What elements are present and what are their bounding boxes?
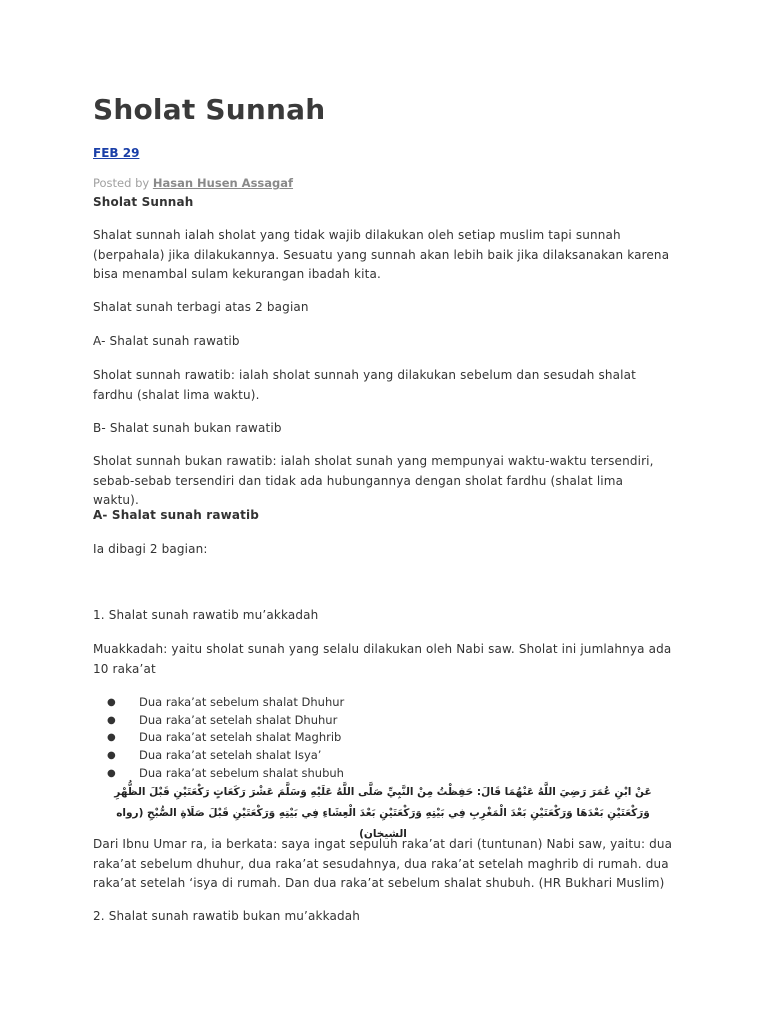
paragraph: A- Shalat sunah rawatib [93, 334, 240, 348]
list-item: ● Dua raka’at setelah shalat Maghrib [93, 729, 673, 747]
bullet-icon: ● [107, 714, 116, 726]
paragraph: 2. Shalat sunah rawatib bukan mu’akkadah [93, 909, 361, 923]
paragraph: Sholat sunnah rawatib: ialah sholat sunnah yang dilakukan sebelum dan sesudah shalat fardhu (shalat lima waktu). [93, 368, 637, 402]
post-title: Sholat Sunnah [93, 93, 326, 126]
list-item: ● Dua raka’at sebelum shalat Dhuhur [93, 694, 673, 712]
author-link[interactable]: Hasan Husen Assagaf [152, 176, 294, 190]
post-subtitle: Sholat Sunnah [93, 195, 194, 209]
rakaat-list [93, 694, 673, 783]
paragraph: Ia dibagi 2 bagian: [93, 542, 208, 556]
bullet-icon: ● [107, 697, 116, 708]
bullet-icon: ● [107, 732, 116, 744]
paragraph: Muakkadah: yaitu sholat sunah yang selalu dilakukan oleh Nabi saw. Sholat ini jumlahnya ada 10 raka’at [93, 642, 672, 676]
paragraph: Dari Ibnu Umar ra, ia berkata: saya ingat sepuluh raka’at dari (tuntunan) Nabi saw, yaitu: dua raka’at sebelum dhuhur, dua raka’at sesudahnya, dua raka’at setelah maghrib di rumah. dua raka’at setelah ‘isya di rumah. Dan dua raka’at sebelum shalat shubuh. (HR Bukhari Muslim) [93, 837, 673, 890]
post-byline [93, 176, 293, 190]
bullet-icon: ● [107, 767, 116, 779]
bullet-icon: ● [107, 750, 116, 762]
paragraph: Sholat sunnah bukan rawatib: ialah sholat sunah yang mempunyai waktu-waktu tersendiri, sebab-sebab tersendiri dan tidak ada hubungannya dengan sholat fardhu (shalat lima waktu). [93, 454, 654, 507]
section-heading: A- Shalat sunah rawatib [93, 508, 259, 522]
paragraph: Shalat sunah terbagi atas 2 bagian [93, 300, 309, 314]
arabic-hadith: عَنْ ابْنِ عُمَرَ رَضِيَ اللَّهُ عَنْهُمَا قَالَ: حَفِظْتُ مِنْ النَّبِيِّ صَلَّى اللَّهُ عَلَيْهِ وَسَلَّمَ عَشْرَ رَكَعَاتٍ رَكْعَتَيْنِ قَبْلَ الظُّهْرِ وَرَكْعَتَيْنِ بَعْدَهَا وَرَكْعَتَيْنِ بَعْدَ الْمَغْرِبِ فِي بَيْتِهِ وَرَكْعَتَيْنِ بَعْدَ الْعِشَاءِ فِي بَيْتِهِ وَرَكْعَتَيْنِ قَبْلَ صَلَاةِ الصُّبْحِ (رواه الشيخان) [114, 786, 652, 840]
paragraph: B- Shalat sunah bukan rawatib [93, 421, 282, 435]
posted-by-label: Posted by [93, 176, 150, 190]
list-item: ● Dua raka’at setelah shalat Dhuhur [93, 712, 673, 730]
list-item: ● Dua raka’at sebelum shalat shubuh [93, 765, 673, 783]
paragraph: 1. Shalat sunah rawatib mu’akkadah [93, 608, 319, 622]
paragraph: Shalat sunnah ialah sholat yang tidak wajib dilakukan oleh setiap muslim tapi sunnah (berpahala) jika dilakukannya. Sesuatu yang sunnah akan lebih baik jika dilaksanakan karena bisa menambal sulam kekurangan ibadah kita. [93, 228, 670, 281]
post-date-link[interactable]: FEB 29 [93, 146, 140, 160]
list-item: ● Dua raka’at setelah shalat Isya’ [93, 747, 673, 765]
